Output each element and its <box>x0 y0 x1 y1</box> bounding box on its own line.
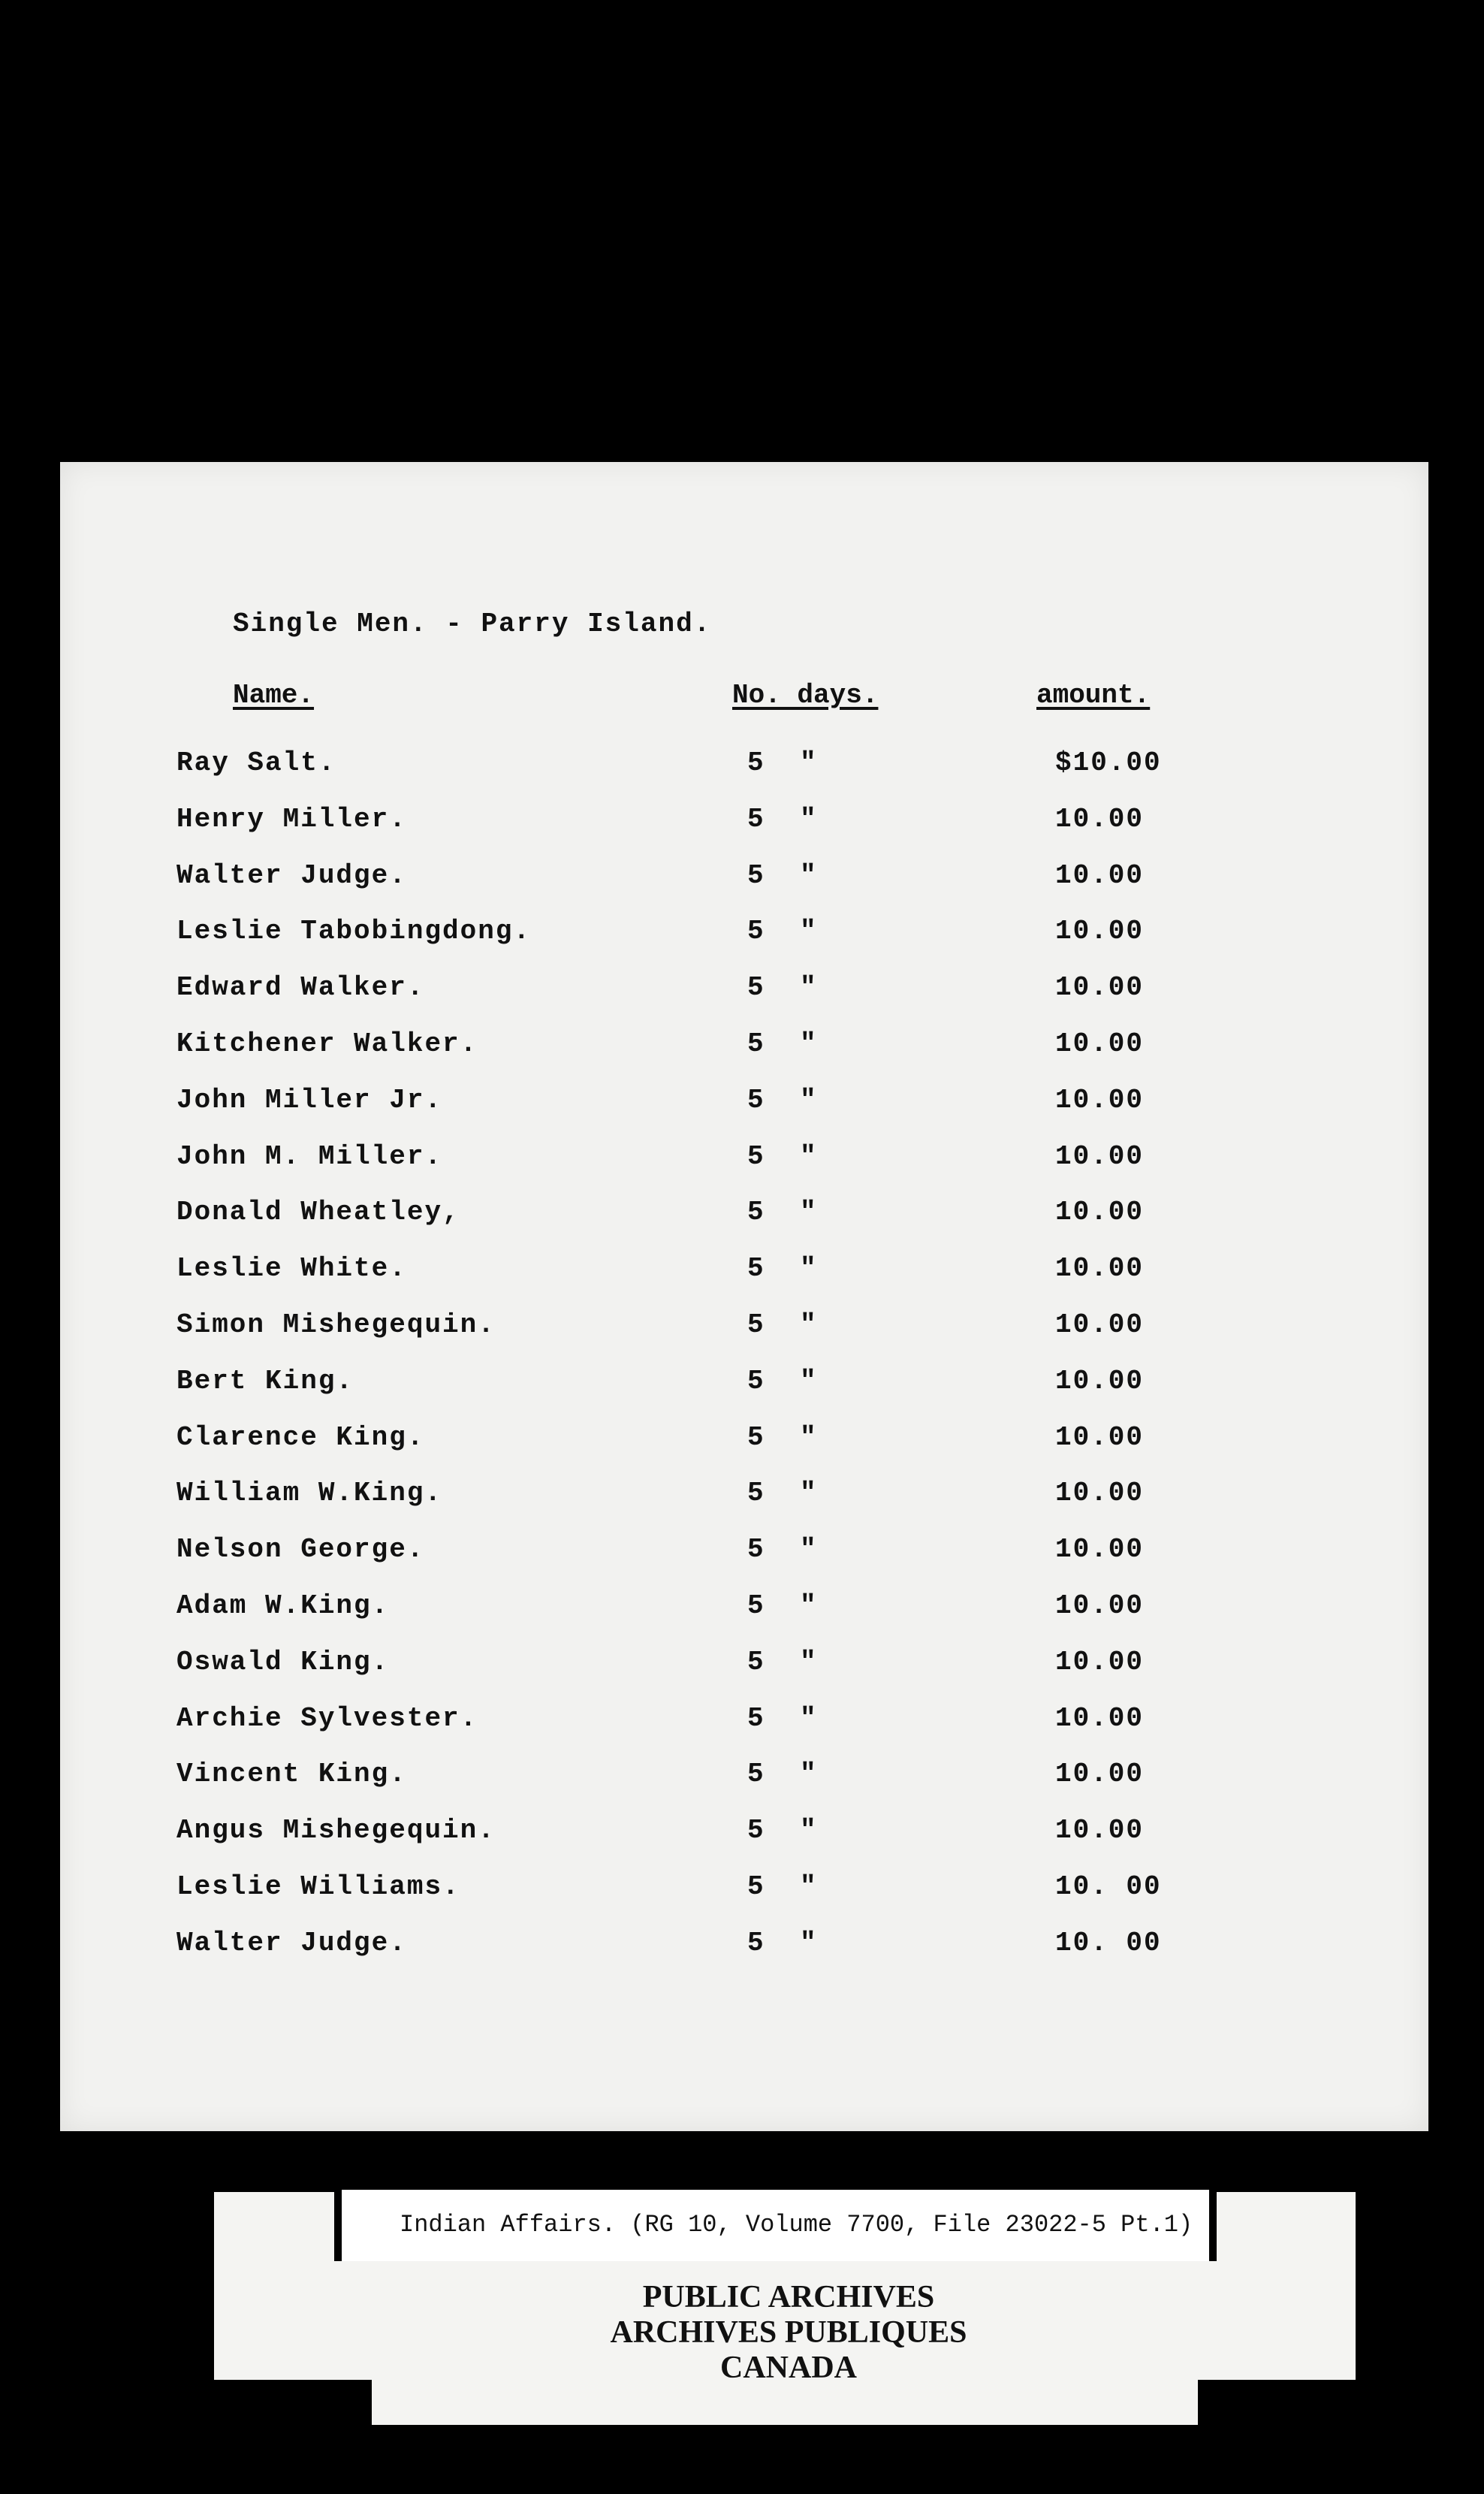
days-cell: 5 <box>747 1534 765 1566</box>
table-row <box>60 1422 1428 1478</box>
payroll-list <box>60 747 1428 1984</box>
days-cell: 5 <box>747 1646 765 1677</box>
days-cell: 5 <box>747 1197 765 1228</box>
archives-line: ARCHIVES PUBLIQUES <box>610 2315 967 2350</box>
days-cell: 5 <box>747 859 765 891</box>
amount-cell: 10.00 <box>1055 1028 1145 1059</box>
days-cell: 5 <box>747 1309 765 1340</box>
table-row <box>60 1815 1428 1871</box>
name-cell: Leslie White. <box>176 1253 407 1285</box>
days-cell: 5 <box>747 1870 765 1902</box>
days-cell: 5 <box>747 1028 765 1059</box>
ditto-mark: " <box>800 1759 818 1790</box>
amount-cell: 10. 00 <box>1055 1927 1162 1958</box>
column-header-days: No. days. <box>732 680 879 711</box>
days-cell: 5 <box>747 803 765 835</box>
name-cell: Bert King. <box>176 1365 354 1396</box>
ditto-mark: " <box>800 1590 818 1621</box>
name-cell: Clarence King. <box>176 1421 425 1453</box>
days-cell: 5 <box>747 916 765 947</box>
name-cell: Simon Mishegequin. <box>176 1309 496 1340</box>
days-cell: 5 <box>747 1927 765 1958</box>
table-row <box>60 1141 1428 1197</box>
table-row <box>60 1703 1428 1759</box>
table-row <box>60 1366 1428 1422</box>
name-cell: Leslie Tabobingdong. <box>176 916 532 947</box>
amount-cell: 10. 00 <box>1055 1870 1162 1902</box>
name-cell: Donald Wheatley, <box>176 1197 460 1228</box>
table-row <box>60 1759 1428 1815</box>
name-cell: John Miller Jr. <box>176 1084 443 1116</box>
archives-line: PUBLIC ARCHIVES <box>642 2280 935 2314</box>
ditto-mark: " <box>800 1646 818 1677</box>
name-cell: Walter Judge. <box>176 859 407 891</box>
ditto-mark: " <box>800 1309 818 1340</box>
name-cell: Archie Sylvester. <box>176 1702 478 1734</box>
archive-label-strip <box>372 2380 1198 2425</box>
table-row <box>60 860 1428 916</box>
name-cell: William W.King. <box>176 1478 443 1509</box>
name-cell: Angus Mishegequin. <box>176 1815 496 1846</box>
table-row <box>60 916 1428 972</box>
name-cell: Oswald King. <box>176 1646 390 1677</box>
table-row <box>60 1028 1428 1085</box>
column-header-name: Name. <box>233 680 315 711</box>
name-cell: Adam W.King. <box>176 1590 390 1621</box>
amount-cell: 10.00 <box>1055 1815 1145 1846</box>
table-row <box>60 747 1428 804</box>
document-heading: Single Men. - Parry Island. <box>233 608 712 639</box>
amount-cell: 10.00 <box>1055 972 1145 1004</box>
amount-cell: 10.00 <box>1055 1646 1145 1677</box>
amount-cell: 10.00 <box>1055 1534 1145 1566</box>
amount-cell: 10.00 <box>1055 1309 1145 1340</box>
ditto-mark: " <box>800 1927 818 1958</box>
name-cell: Leslie Williams. <box>176 1870 460 1902</box>
days-cell: 5 <box>747 1815 765 1846</box>
amount-cell: 10.00 <box>1055 1084 1145 1116</box>
table-row <box>60 1309 1428 1366</box>
days-cell: 5 <box>747 1421 765 1453</box>
amount-cell: $10.00 <box>1055 747 1162 778</box>
amount-cell: 10.00 <box>1055 1759 1145 1790</box>
amount-cell: 10.00 <box>1055 803 1145 835</box>
ditto-mark: " <box>800 1140 818 1172</box>
days-cell: 5 <box>747 1140 765 1172</box>
column-header-amount: amount. <box>1036 680 1151 711</box>
name-cell: Walter Judge. <box>176 1927 407 1958</box>
ditto-mark: " <box>800 1365 818 1396</box>
table-row <box>60 1534 1428 1590</box>
table-row <box>60 1590 1428 1647</box>
ditto-mark: " <box>800 972 818 1004</box>
archives-line: CANADA <box>720 2351 857 2385</box>
ditto-mark: " <box>800 1478 818 1509</box>
ditto-mark: " <box>800 803 818 835</box>
table-row <box>60 1253 1428 1309</box>
ditto-mark: " <box>800 1084 818 1116</box>
days-cell: 5 <box>747 1759 765 1790</box>
archives-stamp <box>451 2280 1127 2386</box>
name-cell: Vincent King. <box>176 1759 407 1790</box>
table-row <box>60 1197 1428 1253</box>
ditto-mark: " <box>800 1197 818 1228</box>
ditto-mark: " <box>800 1253 818 1285</box>
document-page <box>60 462 1428 2131</box>
days-cell: 5 <box>747 1365 765 1396</box>
ditto-mark: " <box>800 1870 818 1902</box>
name-cell: Nelson George. <box>176 1534 425 1566</box>
table-row <box>60 804 1428 860</box>
days-cell: 5 <box>747 1590 765 1621</box>
table-row <box>60 1647 1428 1703</box>
amount-cell: 10.00 <box>1055 916 1145 947</box>
amount-cell: 10.00 <box>1055 1140 1145 1172</box>
amount-cell: 10.00 <box>1055 1421 1145 1453</box>
name-cell: Kitchener Walker. <box>176 1028 478 1059</box>
table-row <box>60 1085 1428 1141</box>
days-cell: 5 <box>747 1702 765 1734</box>
table-row <box>60 972 1428 1028</box>
amount-cell: 10.00 <box>1055 1478 1145 1509</box>
name-cell: Henry Miller. <box>176 803 407 835</box>
table-row <box>60 1928 1428 1984</box>
ditto-mark: " <box>800 747 818 778</box>
table-row <box>60 1478 1428 1534</box>
ditto-mark: " <box>800 916 818 947</box>
amount-cell: 10.00 <box>1055 1365 1145 1396</box>
table-row <box>60 1871 1428 1928</box>
ditto-mark: " <box>800 1028 818 1059</box>
days-cell: 5 <box>747 1084 765 1116</box>
days-cell: 5 <box>747 972 765 1004</box>
amount-cell: 10.00 <box>1055 1590 1145 1621</box>
amount-cell: 10.00 <box>1055 859 1145 891</box>
ditto-mark: " <box>800 859 818 891</box>
name-cell: Edward Walker. <box>176 972 425 1004</box>
days-cell: 5 <box>747 747 765 778</box>
days-cell: 5 <box>747 1478 765 1509</box>
name-cell: Ray Salt. <box>176 747 336 778</box>
days-cell: 5 <box>747 1253 765 1285</box>
archive-citation: Indian Affairs. (RG 10, Volume 7700, File 23022-5 Pt.1) <box>400 2211 1193 2239</box>
ditto-mark: " <box>800 1702 818 1734</box>
amount-cell: 10.00 <box>1055 1197 1145 1228</box>
ditto-mark: " <box>800 1534 818 1566</box>
ditto-mark: " <box>800 1421 818 1453</box>
ditto-mark: " <box>800 1815 818 1846</box>
amount-cell: 10.00 <box>1055 1702 1145 1734</box>
name-cell: John M. Miller. <box>176 1140 443 1172</box>
amount-cell: 10.00 <box>1055 1253 1145 1285</box>
